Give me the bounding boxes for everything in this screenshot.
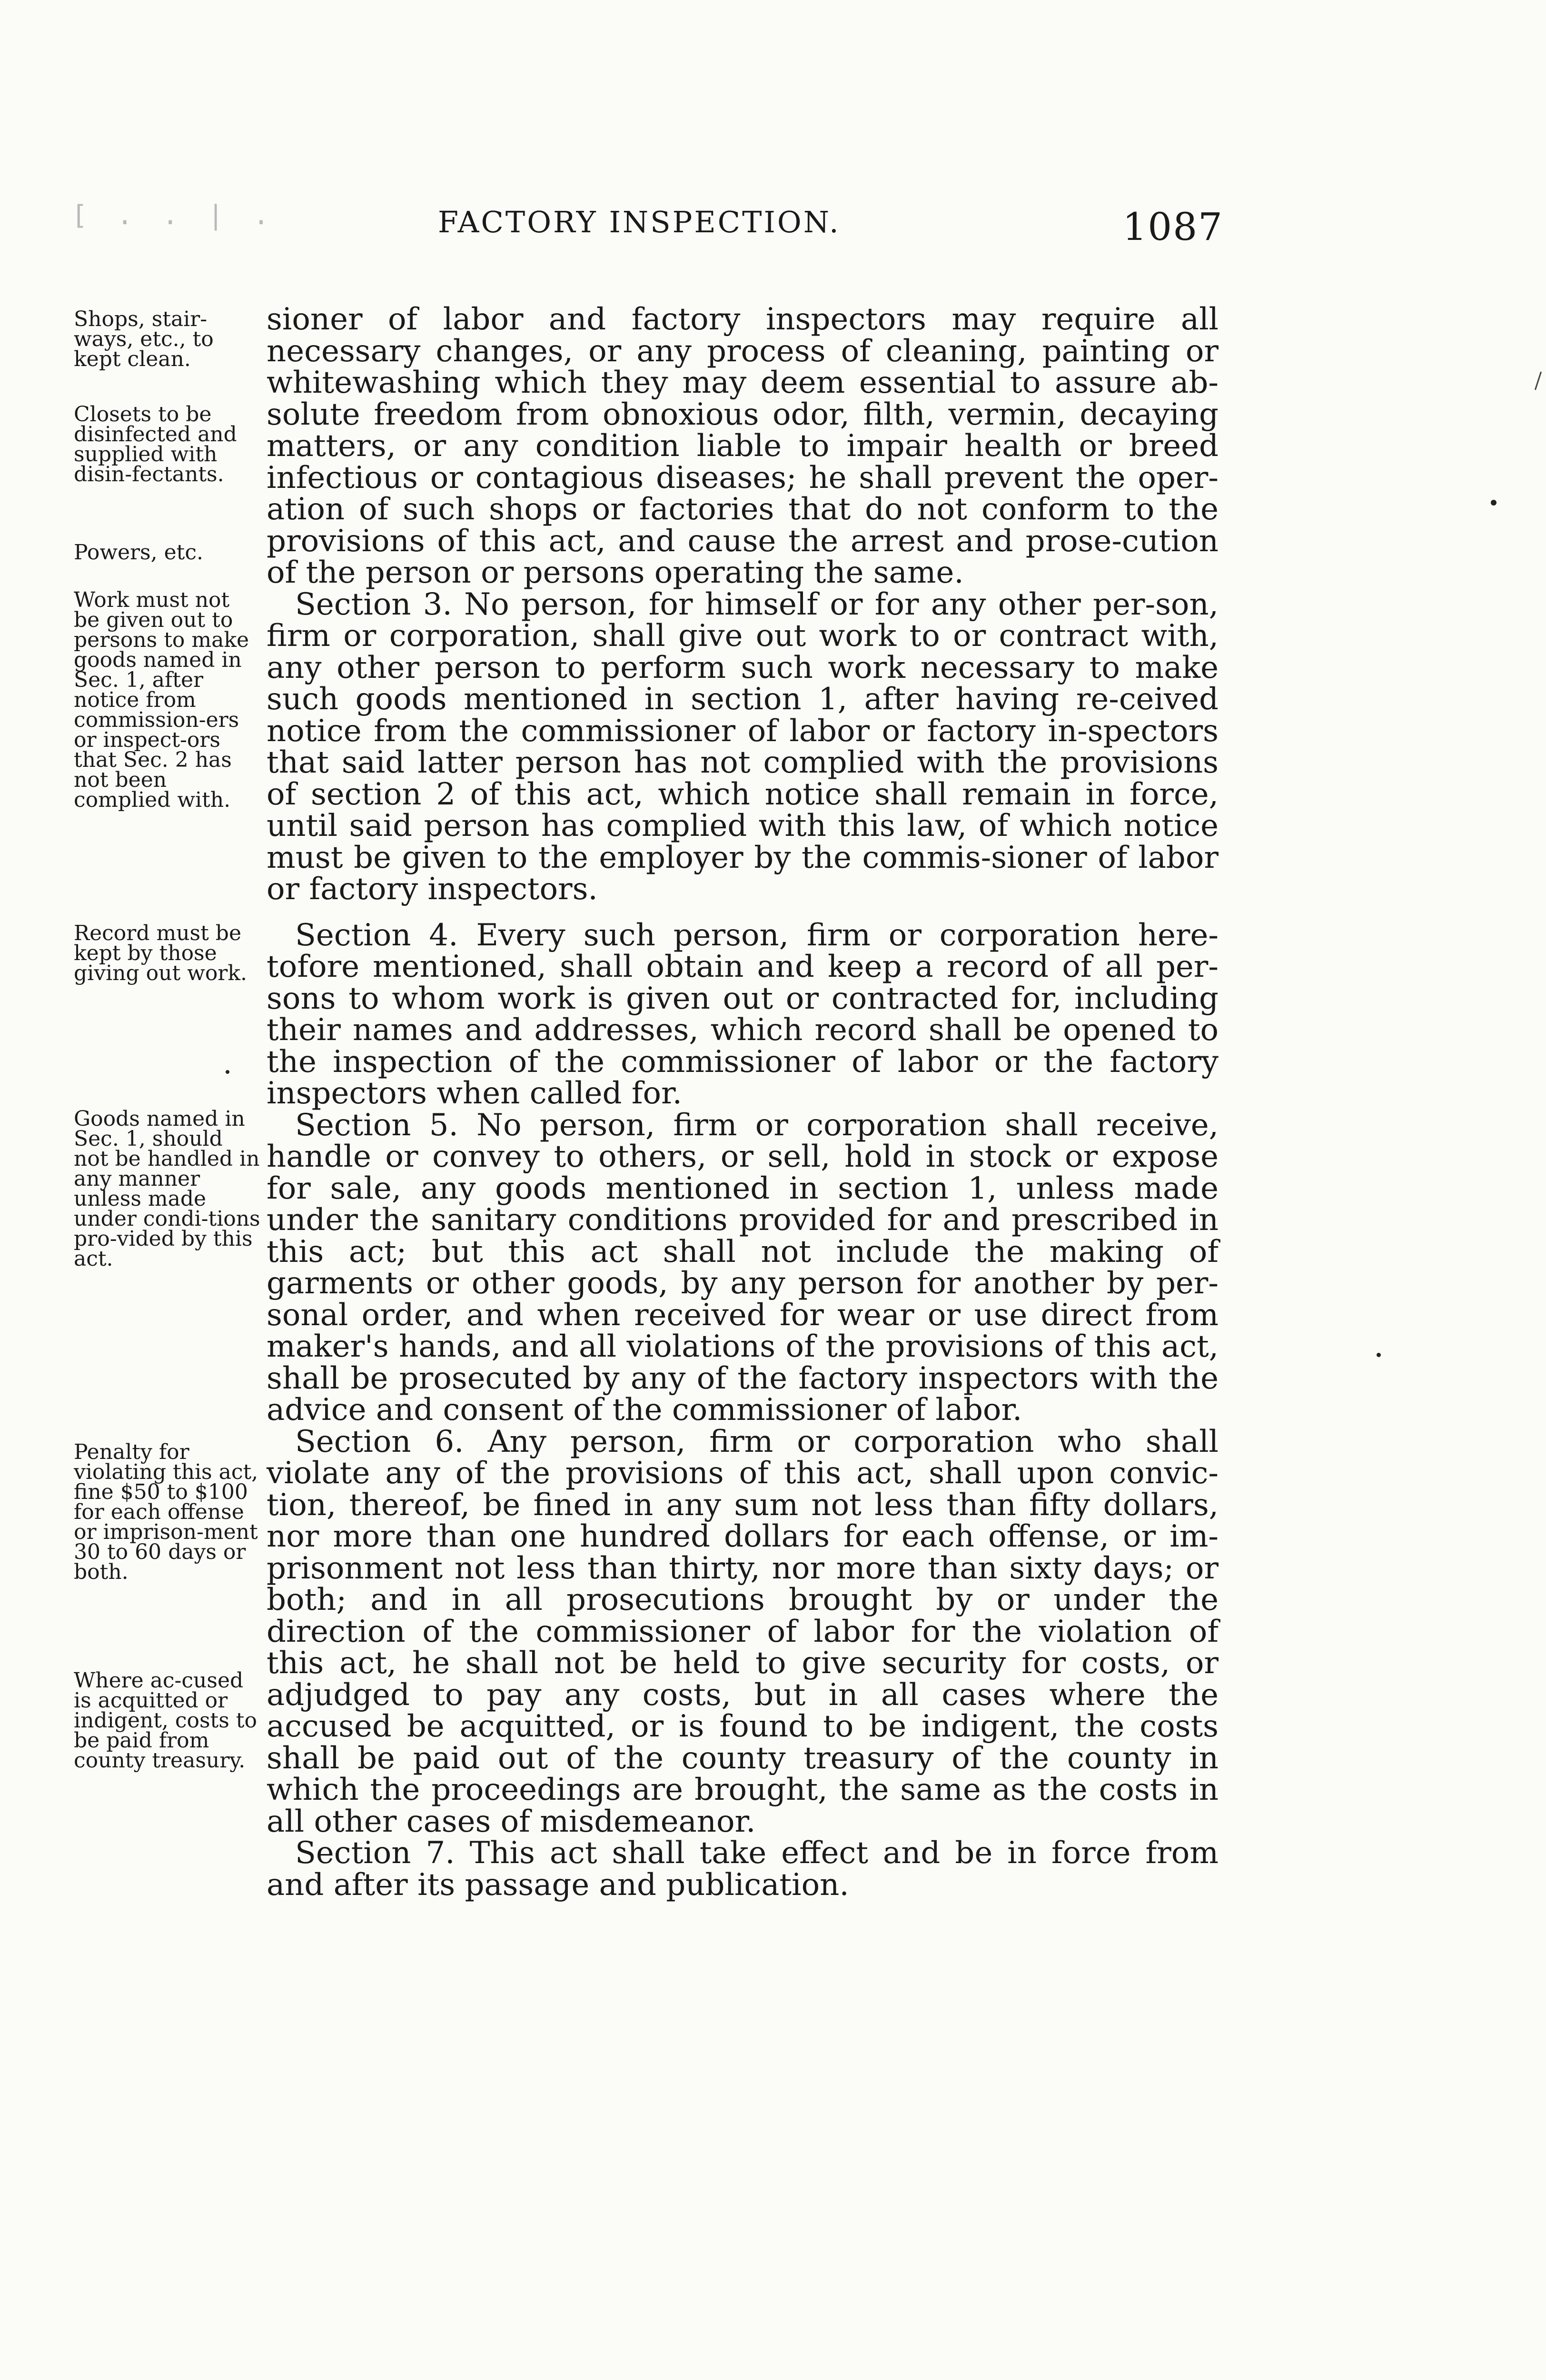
paragraph-section-6: Section 6. Any person, firm or corporation who shall violate any of the provisions of this act, shall upon convic-tion, thereof, be fined in any sum not less than fifty dollars, nor more than one hundred dollars for each offense, or im-prisonment not less than thirty, nor more than sixty days; or both; and in all prosecutions brought by or under the direction of the commissioner of labor for the violation of this act, he shall not be held to give security for costs, or adjudged to pay any costs, but in all cases where the accused be acquitted, or is found to be indigent, the costs shall be paid out of the county treasury of the county in which the proceedings are brought, the same as the costs in all other cases of misdemeanor. xyxy=(267,1424,1219,1839)
page-number: 1087 xyxy=(1122,205,1223,249)
paragraph-section-5: Section 5. No person, firm or corporation shall receive, handle or convey to others, or sell, hold in stock or expose for sale, any goods mentioned in section 1, unless made under the sanitary conditions provided for and prescribed in this act; but this act shall not include the making of garments or other goods, by any person for another by per-sonal order, and when received for wear or use direct from maker's hands, and all violations of the provisions of this act, shall be prosecuted by any of the factory inspectors with the advice and consent of the commissioner of labor. xyxy=(267,1107,1219,1428)
margin-note-closets: Closets to be disinfected and supplied with disin-fectants. xyxy=(74,402,237,486)
margin-note-penalty: Penalty for violating this act, fine $50 to $100 for each offense or imprison-ment 30 to 60 days or both. xyxy=(74,1440,258,1584)
margin-note-acquitted-costs: Where ac-cused is acquitted or indigent, costs to be paid from county treasury. xyxy=(74,1668,257,1773)
ink-speck xyxy=(226,1070,229,1074)
margin-note-shops-clean: Shops, stair-ways, etc., to kept clean. xyxy=(74,307,214,371)
page-corner-mark: [ . . | . xyxy=(71,200,276,231)
statute-text xyxy=(267,304,1219,1901)
paragraph-section-2-continued: sioner of labor and factory inspectors may require all necessary changes, or any process of cleaning, painting or whitewashing which they may deem essential to assure ab-solute freedom from obnoxious odor, filth, vermin, decaying matters, or any condition liable to impair health or breed infectious or contagious diseases; he shall prevent the oper-ation of such shops or factories that do not conform to the provisions of this act, and cause the arrest and prose-cution of the person or persons operating the same. xyxy=(267,302,1219,590)
ink-speck xyxy=(1377,1353,1381,1357)
margin-note-goods-handled: Goods named in Sec. 1, should not be handled in any manner unless made under condi-tions pro-vided by this act. xyxy=(74,1107,260,1271)
page-header xyxy=(267,195,1223,252)
ink-speck xyxy=(1491,500,1496,506)
paragraph-section-3: Section 3. No person, for himself or for any other per-son, firm or corporation, shall give out work to or contract with, any other person to perform such work necessary to make such goods mentioned in section 1, after having re-ceived notice from the commissioner of labor or factory in-spectors that said latter person has not complied with the provisions of section 2 of this act, which notice shall remain in force, until said person has complied with this law, of which notice must be given to the employer by the commis-sioner of labor or factory inspectors. xyxy=(267,586,1219,907)
margin-note-powers: Powers, etc. xyxy=(74,540,203,565)
paragraph-section-4: Section 4. Every such person, firm or corporation here-tofore mentioned, shall obtain and keep a record of all per-sons to whom work is given out or contracted for, including their names and addresses, which record shall be opened to the inspection of the commissioner of labor or the factory inspectors when called for. xyxy=(267,917,1219,1111)
margin-note-work-given-out: Work must not be given out to persons to make goods named in Sec. 1, after notice from commission-ers or inspect-ors that Sec. 2 has not been complied with. xyxy=(74,588,249,812)
paragraph-section-7: Section 7. This act shall take effect and be in force from and after its passage and publication. xyxy=(267,1835,1219,1903)
margin-note-record-kept: Record must be kept by those giving out work. xyxy=(74,921,247,985)
paper-mark xyxy=(1535,372,1542,390)
running-title: FACTORY INSPECTION. xyxy=(438,205,841,239)
